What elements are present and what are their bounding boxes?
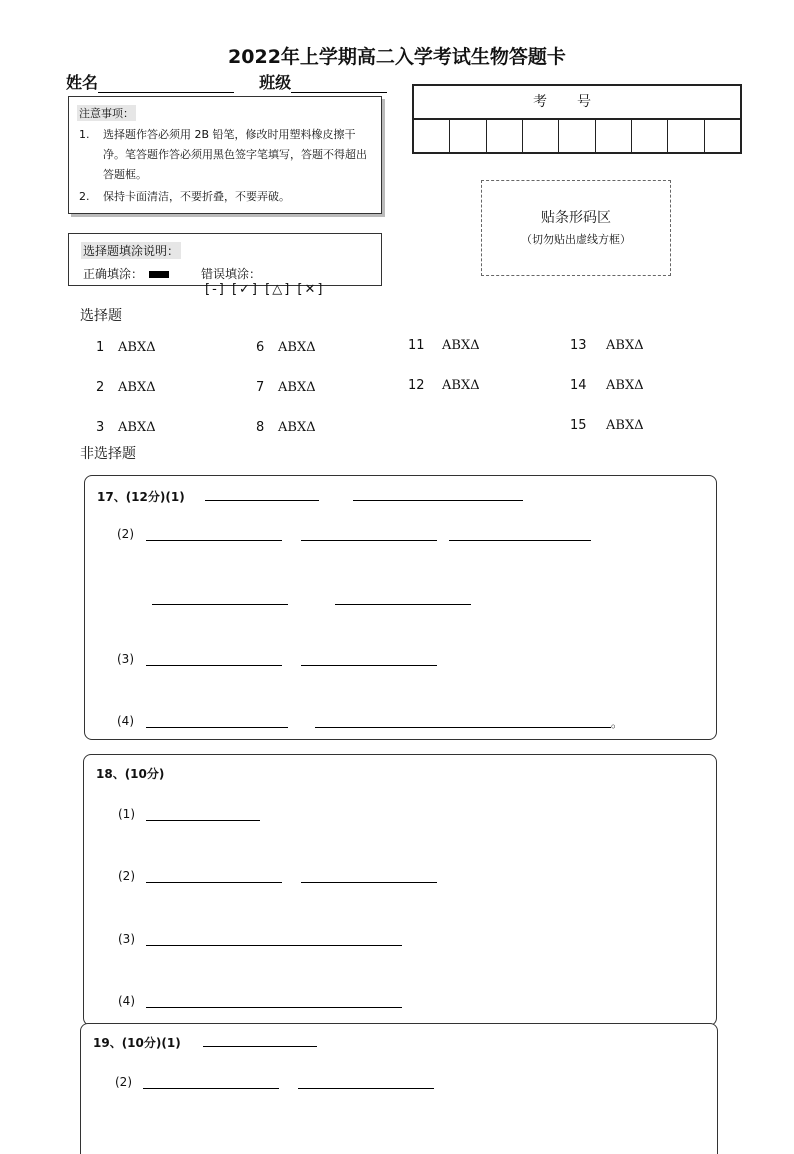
exam-number-cell[interactable] <box>487 120 523 152</box>
answer-line[interactable] <box>203 1046 317 1047</box>
q-num: 6 <box>256 340 265 355</box>
choice-question[interactable] <box>96 420 156 435</box>
q19-panel <box>80 1023 718 1154</box>
q-num: 11 <box>408 338 425 353</box>
card-title: 2022年上学期高二入学考试生物答题卡 <box>228 46 566 68</box>
q18-part1-label: (1) <box>118 807 135 821</box>
answer-line[interactable] <box>146 540 282 541</box>
q18-header: 18、(10分) <box>96 767 165 781</box>
q-options: ABXΔ <box>278 420 316 435</box>
q-options: ABXΔ <box>442 338 480 353</box>
answer-line[interactable] <box>146 882 282 883</box>
nonchoice-section-label: 非选择题 <box>80 446 136 462</box>
q-num: 13 <box>570 338 587 353</box>
answer-line[interactable] <box>301 665 437 666</box>
q18-part2-label: (2) <box>118 869 135 883</box>
q-num: 3 <box>96 420 105 435</box>
q17-part4-label: (4) <box>117 714 134 728</box>
name-class-row <box>66 70 387 93</box>
answer-line[interactable] <box>152 604 288 605</box>
barcode-note: （切勿贴出虚线方框） <box>521 233 631 246</box>
answer-line[interactable] <box>449 540 591 541</box>
answer-line[interactable] <box>301 882 437 883</box>
q-num: 15 <box>570 418 587 433</box>
q19-header: 19、(10分)(1) <box>93 1036 181 1050</box>
answer-line[interactable] <box>298 1088 434 1089</box>
fill-instructions-heading: 选择题填涂说明： <box>83 244 180 258</box>
choice-questions <box>80 330 720 435</box>
q17-header: 17、(12分)(1) <box>97 490 185 504</box>
answer-line[interactable] <box>301 540 437 541</box>
choice-section-label: 选择题 <box>80 308 122 324</box>
name-label: 姓名 <box>66 73 99 92</box>
exam-number-cell[interactable] <box>414 120 450 152</box>
q-options: ABXΔ <box>278 380 316 395</box>
notice-item <box>79 187 379 207</box>
q-num: 7 <box>256 380 265 395</box>
wrong-fill-label: 错误填涂： <box>201 267 262 281</box>
name-field[interactable] <box>98 76 234 93</box>
answer-line[interactable] <box>146 820 260 821</box>
q17-part2-label: (2) <box>117 527 134 541</box>
answer-line[interactable] <box>315 727 611 728</box>
q17-panel <box>84 475 717 740</box>
q-options: ABXΔ <box>118 340 156 355</box>
q-options: ABXΔ <box>118 380 156 395</box>
correct-fill-mark <box>149 271 169 278</box>
choice-question[interactable] <box>570 338 644 353</box>
q17-part3-label: (3) <box>117 652 134 666</box>
q-options: ABXΔ <box>606 378 644 393</box>
notice-box <box>68 96 382 214</box>
class-field[interactable] <box>291 76 387 93</box>
q-num: 14 <box>570 378 587 393</box>
notice-item-text: 选择题作答必须用 2B 铅笔，修改时用塑料橡皮擦干净。笔答题作答必须用黑色签字笔填写，答题不得超出答题框。 <box>103 128 367 181</box>
choice-question[interactable] <box>256 340 316 355</box>
choice-question[interactable] <box>570 418 644 433</box>
exam-number-cell[interactable] <box>523 120 559 152</box>
choice-question[interactable] <box>408 378 480 393</box>
exam-number-label: 考号 <box>414 86 740 120</box>
answer-line[interactable] <box>335 604 471 605</box>
q-options: ABXΔ <box>442 378 480 393</box>
wrong-fill-marks: [-] [✓] [△] [✕] <box>205 282 325 297</box>
notice-heading: 注意事项： <box>79 107 134 120</box>
wrong-fill <box>201 265 381 297</box>
exam-number-cell[interactable] <box>632 120 668 152</box>
answer-line[interactable] <box>146 945 402 946</box>
choice-question[interactable] <box>96 380 156 395</box>
choice-question[interactable] <box>256 380 316 395</box>
notice-item-text: 保持卡面清洁，不要折叠，不要弄破。 <box>103 190 290 203</box>
q-num: 8 <box>256 420 265 435</box>
notice-item <box>79 125 379 185</box>
barcode-title: 贴条形码区 <box>541 210 611 226</box>
answer-line[interactable] <box>146 665 282 666</box>
choice-question[interactable] <box>96 340 156 355</box>
q-options: ABXΔ <box>278 340 316 355</box>
exam-number-box <box>412 84 742 154</box>
q18-part3-label: (3) <box>118 932 135 946</box>
q-options: ABXΔ <box>606 418 644 433</box>
answer-line[interactable] <box>146 1007 402 1008</box>
answer-line[interactable] <box>143 1088 279 1089</box>
choice-question[interactable] <box>256 420 316 435</box>
barcode-area <box>481 180 671 276</box>
exam-number-cells <box>414 120 740 152</box>
exam-number-cell[interactable] <box>450 120 486 152</box>
choice-question[interactable] <box>408 338 480 353</box>
notice-item-num: 2. <box>79 190 90 203</box>
q-num: 1 <box>96 340 105 355</box>
answer-line[interactable] <box>353 500 523 501</box>
q-options: ABXΔ <box>606 338 644 353</box>
q18-panel <box>83 754 717 1026</box>
exam-number-cell[interactable] <box>705 120 740 152</box>
answer-line[interactable] <box>205 500 319 501</box>
exam-number-cell[interactable] <box>596 120 632 152</box>
class-label: 班级 <box>259 73 292 92</box>
q-num: 12 <box>408 378 425 393</box>
q18-part4-label: (4) <box>118 994 135 1008</box>
choice-question[interactable] <box>570 378 644 393</box>
correct-fill <box>83 265 169 282</box>
fill-instructions-box <box>68 233 382 297</box>
q-options: ABXΔ <box>118 420 156 435</box>
correct-fill-label: 正确填涂： <box>83 267 144 281</box>
answer-line[interactable] <box>146 727 288 728</box>
exam-number-cell[interactable] <box>559 120 595 152</box>
q19-part2-label: (2) <box>115 1075 132 1089</box>
q17-end-mark: 。 <box>611 716 624 730</box>
q-num: 2 <box>96 380 105 395</box>
notice-item-num: 1. <box>79 128 90 141</box>
exam-number-cell[interactable] <box>668 120 704 152</box>
